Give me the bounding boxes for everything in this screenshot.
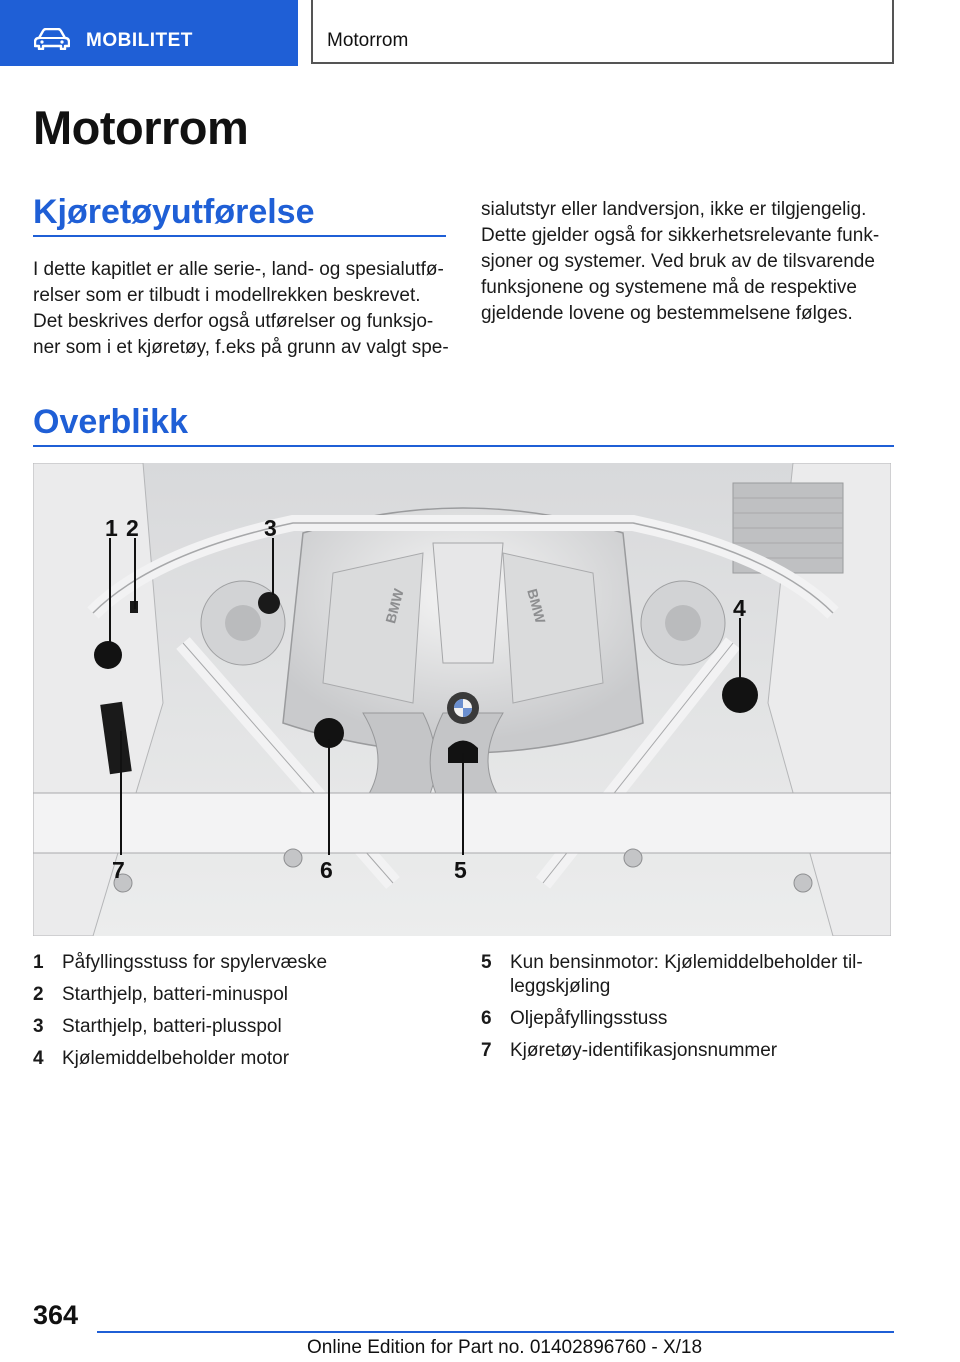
intro-column-right [481, 197, 896, 327]
legend-item [481, 951, 896, 999]
legend-right [481, 951, 896, 1071]
text-line: funksjonene og systemene må de respektive [481, 277, 857, 298]
section-heading-overview: Overblikk [33, 403, 188, 441]
legend-item [33, 1015, 453, 1039]
callout-4: 4 [733, 595, 746, 621]
footer-rule [97, 1331, 894, 1333]
text-line: Dette gjelder også for sikkerhetsrelevante funk- [481, 225, 880, 246]
text-line: gjeldende lovene og bestemmelsene følges. [481, 303, 853, 324]
chapter-tab-label: MOBILITET [86, 30, 193, 51]
legend-text: Oljepåfyllingsstuss [510, 1008, 668, 1029]
legend-left [33, 951, 453, 1079]
legend-text: Starthjelp, batteri-plusspol [62, 1016, 282, 1037]
breadcrumb[interactable]: Motorrom [327, 30, 409, 51]
legend-number: 1 [33, 952, 44, 973]
legend-number: 4 [33, 1048, 44, 1069]
engine-cover-logo-text: BMW [524, 587, 549, 625]
legend-item [481, 1039, 896, 1063]
chapter-tab[interactable] [0, 0, 298, 66]
text-line: sialutstyr eller landversjon, ikke er tilgjengelig. [481, 199, 867, 220]
legend-item [33, 951, 453, 975]
section-rule [33, 445, 894, 447]
legend-text-continued: leggskjøling [510, 976, 611, 997]
legend-text: Kjølemiddelbeholder motor [62, 1048, 290, 1069]
legend-number: 6 [481, 1008, 492, 1029]
legend-text: Påfyllingsstuss for spylervæske [62, 952, 328, 973]
edition-info: Online Edition for Part no. 01402896760 - X/18 [307, 1337, 703, 1358]
breadcrumb-box [311, 0, 894, 64]
text-line: sjoner og systemer. Ved bruk av de tilsvarende [481, 251, 875, 272]
callout-6: 6 [320, 857, 333, 883]
callout-7: 7 [112, 857, 125, 883]
legend-number: 5 [481, 952, 492, 973]
legend-number: 3 [33, 1016, 44, 1037]
callout-5: 5 [454, 857, 467, 883]
legend-item [481, 1007, 896, 1031]
engine-cover-logo-text: BMW [382, 587, 407, 625]
legend-text: Kjøretøy-identifikasjonsnummer [510, 1040, 778, 1061]
callout-3: 3 [264, 515, 277, 541]
legend-text: Starthjelp, batteri-minuspol [62, 984, 288, 1005]
page-title: Motorrom [33, 101, 249, 154]
engine-bay-figure [33, 463, 891, 936]
callout-1: 1 [105, 515, 118, 541]
section-heading-vehicle-version: Kjøretøyutførelse [33, 193, 315, 231]
legend-number: 7 [481, 1040, 492, 1061]
legend-number: 2 [33, 984, 44, 1005]
text-line: ner som i et kjøretøy, f.eks på grunn av valgt spe- [33, 337, 449, 358]
section-rule [33, 235, 446, 237]
car-icon [34, 28, 70, 50]
text-line: Det beskrives derfor også utførelser og funksjo- [33, 311, 434, 332]
text-line: I dette kapitlet er alle serie-, land- og spesialutfø- [33, 259, 444, 280]
text-line: relser som er tilbudt i modellrekken beskrevet. [33, 285, 421, 306]
legend-item [33, 983, 453, 1007]
intro-column-left [33, 257, 453, 361]
callout-2: 2 [126, 515, 139, 541]
legend-text: Kun bensinmotor: Kjølemiddelbeholder til- [510, 952, 863, 973]
legend-item [33, 1047, 453, 1071]
page-number: 364 [33, 1300, 79, 1330]
